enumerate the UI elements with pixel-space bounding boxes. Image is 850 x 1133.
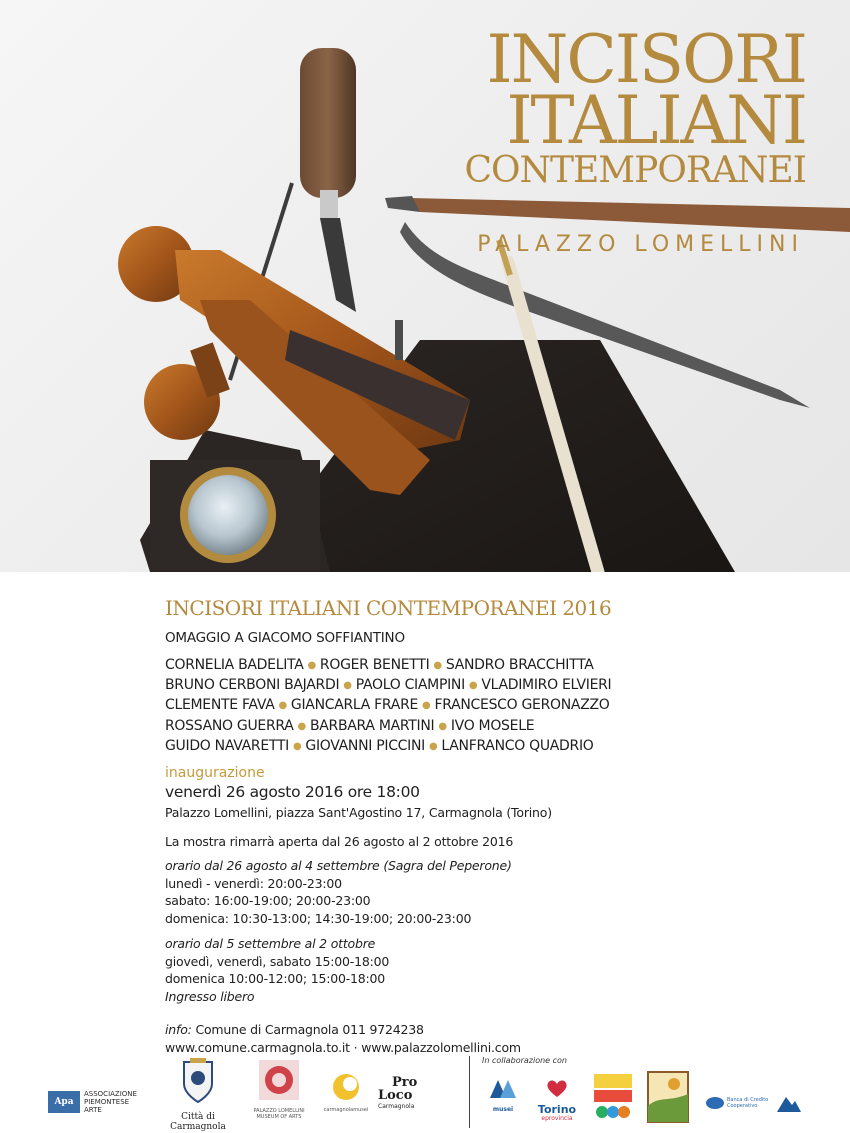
separator-dot: ● xyxy=(307,660,316,671)
artist-name: ROGER BENETTI xyxy=(319,657,430,673)
artist-name: VLADIMIRO ELVIERI xyxy=(481,677,612,694)
carmagnola-caption: Città di Carmagnola xyxy=(170,1112,226,1132)
free-entry: Ingresso libero xyxy=(165,988,255,1004)
artist-name: CLEMENTE FAVA xyxy=(165,697,275,714)
inauguration-label: inaugurazione xyxy=(165,765,265,782)
volunteer-badge-icon xyxy=(590,1070,636,1124)
artist-name: BARBARA MARTINI xyxy=(309,717,435,734)
wooden-handle-tool xyxy=(385,196,850,232)
artist-line xyxy=(165,696,805,716)
inauguration-date: venerdì 26 agosto 2016 ore 18:00 xyxy=(165,783,420,802)
musei-mark-icon xyxy=(488,1076,518,1100)
landscape-badge-icon xyxy=(644,1068,692,1126)
lomellini-mark-icon xyxy=(257,1058,301,1102)
separator-dot: ● xyxy=(438,720,447,732)
musei-caption: musei xyxy=(492,1106,514,1113)
proloco-pro: Pro xyxy=(392,1075,418,1090)
schedule-1-title: orario dal 26 agosto al 4 settembre (Sagra del Peperone) xyxy=(165,858,512,874)
schedule-2-line: giovedì, venerdì, sabato 15:00-18:00 xyxy=(165,953,390,969)
separator-dot: ● xyxy=(343,680,352,692)
separator-dot: ● xyxy=(433,660,442,671)
lomellini-logo xyxy=(248,1058,310,1126)
websites-link[interactable]: www.comune.carmagnola.to.it · www.palazzolomellini.com xyxy=(165,1039,521,1055)
artist-name: GIANCARLA FRARE xyxy=(290,697,419,714)
magnifier-loupe xyxy=(150,460,320,570)
artist-list xyxy=(165,656,805,757)
bcc-logo: Banca di Credito Cooperativo xyxy=(706,1088,804,1118)
event-details xyxy=(165,596,805,1056)
artist-name: LANFRANCO QUADRIO xyxy=(441,737,594,754)
title-line-1: INCISORI xyxy=(486,21,806,98)
vini-logo xyxy=(644,1068,692,1126)
separator-dot: ● xyxy=(292,740,302,752)
lomellini-caption: PALAZZO LOMELLINI MUSEUM OF ARTS xyxy=(253,1108,305,1120)
artist-name: CORNELIA BADELITA xyxy=(165,657,304,673)
venue-name: PALAZZO LOMELLINI xyxy=(477,232,804,257)
proloco-logo xyxy=(378,1076,438,1126)
separator-dot: ● xyxy=(297,720,306,732)
schedule-1 xyxy=(165,857,805,927)
poster-title xyxy=(426,21,806,191)
artist-name: IVO MOSELE xyxy=(450,717,535,734)
exhibition-dates: La mostra rimarrà aperta dal 26 agosto al 2 ottobre 2016 xyxy=(165,834,514,850)
separator-dot: ● xyxy=(422,700,431,712)
artist-name: GIOVANNI PICCINI xyxy=(305,737,425,754)
bcc-mark-icon xyxy=(706,1097,724,1109)
title-line-3: CONTEMPORANEI xyxy=(464,150,806,191)
artist-line xyxy=(165,676,805,696)
artist-name: SANDRO BRACCHITTA xyxy=(445,657,594,673)
artist-line xyxy=(165,656,805,676)
schedule-1-line: lunedì - venerdì: 20:00-23:00 xyxy=(165,875,342,891)
heart-icon xyxy=(545,1078,569,1098)
separator-dot: ● xyxy=(468,680,478,692)
apa-mark: Apa xyxy=(48,1091,80,1113)
volontario-logo xyxy=(590,1070,636,1124)
apa-logo xyxy=(48,1086,153,1118)
separator-dot: ● xyxy=(428,740,438,752)
logo-divider xyxy=(469,1056,470,1128)
proloco-city: Carmagnola xyxy=(378,1103,415,1110)
apa-text-line: PIEMONTESE xyxy=(84,1098,130,1106)
musei-logo xyxy=(482,1076,524,1124)
city-crest-icon xyxy=(178,1056,218,1104)
burin-vertical xyxy=(300,48,356,312)
apa-text-line: ARTE xyxy=(84,1106,102,1114)
info-contact: Comune di Carmagnola 011 9724238 xyxy=(195,1022,424,1038)
artist-line xyxy=(165,717,805,737)
schedule-1-line: sabato: 16:00-19:00; 20:00-23:00 xyxy=(165,893,371,909)
proloco-loco: Loco xyxy=(378,1088,413,1103)
apa-text-line: ASSOCIAZIONE xyxy=(84,1090,137,1098)
turismo-torino-logo xyxy=(536,1078,578,1126)
sun-circle-icon xyxy=(331,1072,361,1102)
mountain-icon xyxy=(776,1093,802,1113)
event-title: INCISORI ITALIANI CONTEMPORANEI 2016 xyxy=(165,596,612,620)
artist-name: ROSSANO GUERRA xyxy=(165,717,294,734)
torino-word: Torino xyxy=(537,1103,577,1116)
separator-dot: ● xyxy=(278,700,287,712)
artist-name: BRUNO CERBONI BAJARDI xyxy=(165,677,340,694)
inauguration-place: Palazzo Lomellini, piazza Sant'Agostino 17, Carmagnola (Torino) xyxy=(165,805,552,821)
info-label: info: xyxy=(165,1022,192,1038)
artist-name: FRANCESCO GERONAZZO xyxy=(434,697,610,714)
carmagnola-musei-logo xyxy=(320,1072,372,1128)
torino-sub: eprovincia xyxy=(541,1115,573,1122)
collaboration-label: In collaborazione con xyxy=(482,1056,567,1065)
sponsor-logos xyxy=(0,1050,850,1133)
schedule-1-line: domenica: 10:30-13:00; 14:30-19:00; 20:00-23:00 xyxy=(165,910,472,926)
homage-line: OMAGGIO A GIACOMO SOFFIANTINO xyxy=(165,630,405,646)
title-line-2: ITALIANI xyxy=(506,82,806,159)
cmusei-caption: carmagnolamusei xyxy=(323,1107,369,1113)
artist-name: GUIDO NAVARETTI xyxy=(165,737,289,754)
artist-name: PAOLO CIAMPINI xyxy=(355,677,465,694)
carmagnola-logo xyxy=(158,1056,238,1132)
schedule-2-line: domenica 10:00-12:00; 15:00-18:00 xyxy=(165,971,386,987)
schedule-2 xyxy=(165,935,805,1005)
artist-line xyxy=(165,737,805,757)
schedule-2-title: orario dal 5 settembre al 2 ottobre xyxy=(165,936,376,952)
